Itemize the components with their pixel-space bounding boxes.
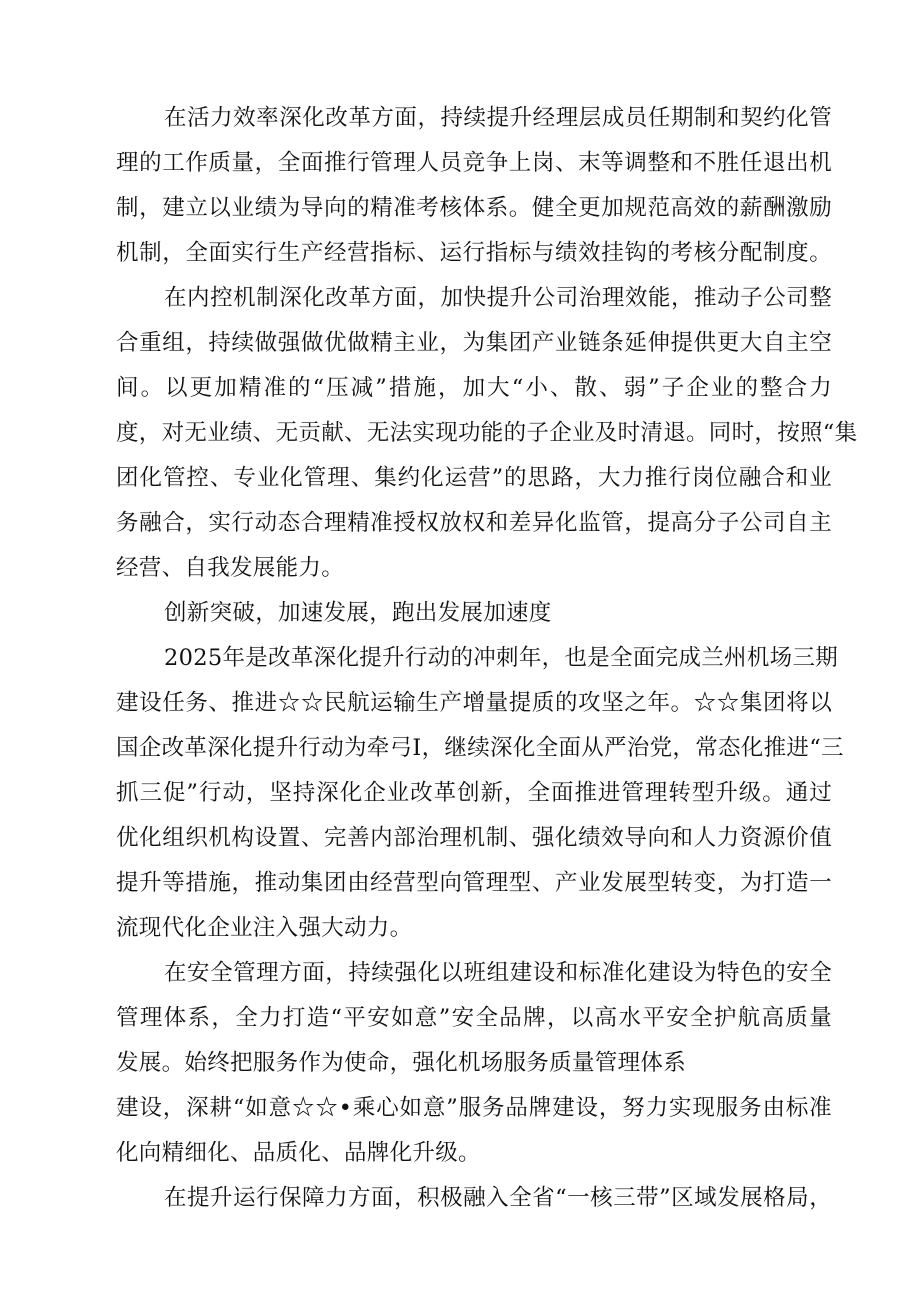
paragraph-line: 在活力效率深化改革方面，持续提升经理层成员任期制和契约化管 [164,105,832,131]
paragraph-line: 制，建立以业绩为导向的精准考核体系。健全更加规范高效的薪酬激励 [116,195,832,221]
paragraph-line: 在提升运行保障力方面，积极融入全省“一核三带”区域发展格局， [164,1185,832,1211]
paragraph-line: 管理体系，全力打造“平安如意”安全品牌，以高水平安全护航高质量 [116,1005,832,1031]
paragraph-line: 合重组，持续做强做优做精主业，为集团产业链条延伸提供更大自主空 [116,330,832,356]
paragraph-line: 提升等措施，推动集团由经营型向管理型、产业发展型转变，为打造一 [116,870,832,896]
paragraph-line: 团化管控、专业化管理、集约化运营”的思路，大力推行岗位融合和业 [116,465,832,491]
paragraph-line: 在内控机制深化改革方面，加快提升公司治理效能，推动子公司整 [164,285,832,311]
section-heading: 创新突破，加速发展，跑出发展加速度 [164,600,552,626]
paragraph-line: 优化组织机构设置、完善内部治理机制、强化绩效导向和人力资源价值 [116,825,832,851]
paragraph-line: 度，对无业绩、无贡献、无法实现功能的子企业及时清退。同时，按照“集 [116,420,858,446]
paragraph-line: 经营、自我发展能力。 [116,555,345,581]
paragraph-line: 间。以更加精准的“压减”措施，加大“小、散、弱”子企业的整合力 [116,375,832,401]
paragraph-line: 化向精细化、品质化、品牌化升级。 [116,1140,481,1166]
paragraph-line: 发展。始终把服务作为使命，强化机场服务质量管理体系 [116,1050,687,1076]
paragraph-line: 理的工作质量，全面推行管理人员竞争上岗、末等调整和不胜任退出机 [116,150,832,176]
paragraph-line: 2025年是改革深化提升行动的冲刺年，也是全面完成兰州机场三期 [164,645,839,671]
paragraph-line: 在安全管理方面，持续强化以班组建设和标准化建设为特色的安全 [164,960,832,986]
paragraph-line: 建设，深耕“如意☆☆•乘心如意”服务品牌建设，努力实现服务由标准 [116,1095,832,1121]
paragraph-line: 务融合，实行动态合理精准授权放权和差异化监管，提高分子公司自主 [116,510,832,536]
paragraph-line: 抓三促”行动，坚持深化企业改革创新，全面推进管理转型升级。通过 [116,780,832,806]
paragraph-line: 国企改革深化提升行动为牵弓I，继续深化全面从严治党，常态化推进“三 [116,735,844,761]
paragraph-line: 流现代化企业注入强大动力。 [116,915,413,941]
paragraph-line: 建设任务、推进☆☆民航运输生产增量提质的攻坚之年。☆☆集团将以 [116,690,832,716]
paragraph-line: 机制，全面实行生产经营指标、运行指标与绩效挂钩的考核分配制度。 [116,240,832,266]
